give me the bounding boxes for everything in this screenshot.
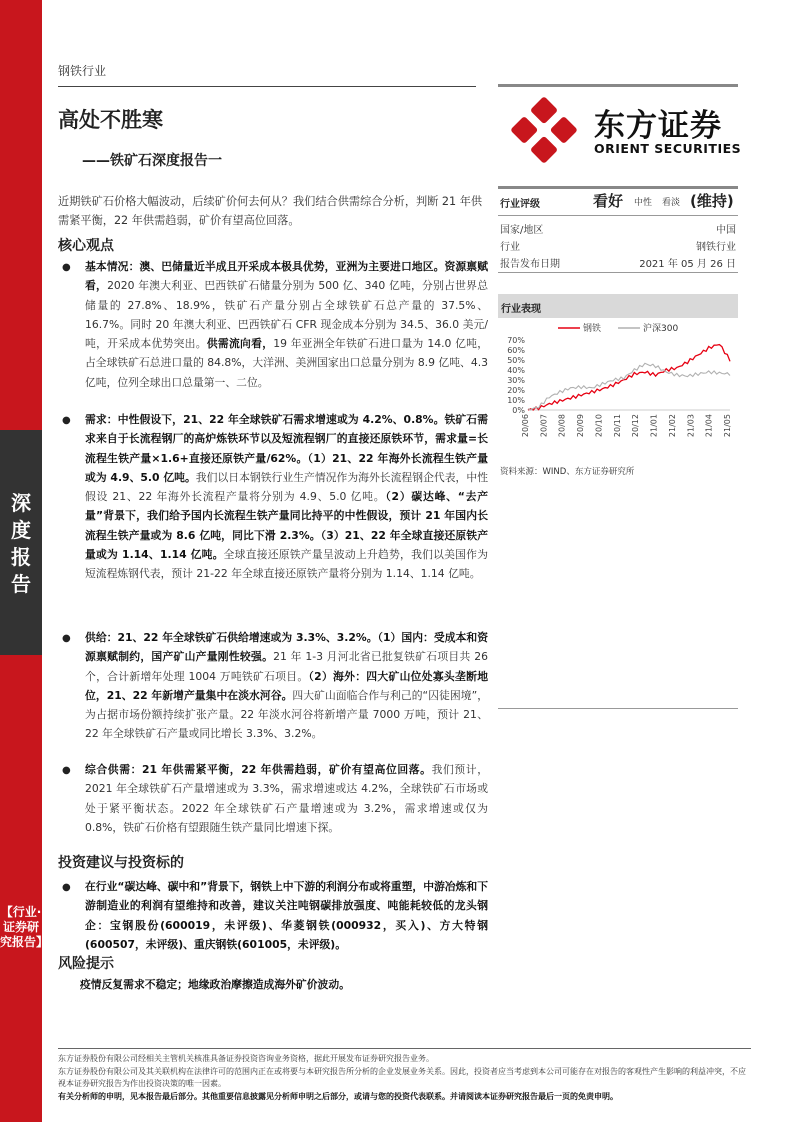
core-point-basic-text: 2020 年澳大利亚、巴西铁矿石储量分别为 500 亿、340 亿吨，分别占世界总储量的 27.8%、18.9%，铁矿石产量分别占全球铁矿石总产量的 37.5%、16.7%。同时 20 年澳大利亚、巴西铁矿石 CFR 现金成本分别为 34.5、36.0 美元/吨，开采成本优势突出。 xyxy=(85,279,488,351)
bullet-icon: ● xyxy=(62,765,71,776)
info-row-region xyxy=(498,219,738,237)
core-point-basic xyxy=(85,257,488,392)
legend-label: 沪深300 xyxy=(643,324,679,334)
info-key: 报告发布日期 xyxy=(500,259,560,270)
x-tick-label: 20/06 xyxy=(521,414,530,438)
performance-label: 行业表现 xyxy=(501,304,541,315)
side-band-red-top xyxy=(0,0,42,430)
header-divider xyxy=(58,86,476,87)
logo-english-name: ORIENT SECURITIES xyxy=(594,141,742,156)
legend-label: 钢铁 xyxy=(583,324,602,334)
report-type-char: 告 xyxy=(11,572,31,596)
report-title: 高处不胜寒 xyxy=(58,108,163,132)
info-key: 国家/地区 xyxy=(500,225,544,236)
logo-mark-icon xyxy=(512,98,576,162)
core-point-basic-bold: 基本情况：澳、巴储量近半成且开采成本极具优势，亚洲为主要进口地区。资源禀赋看， xyxy=(85,260,488,293)
report-subtitle: ——铁矿石深度报告一 xyxy=(82,153,222,169)
report-type-char: 度 xyxy=(11,518,31,542)
y-tick-label: 30% xyxy=(507,376,525,385)
info-value: 钢铁行业 xyxy=(696,242,736,253)
series-line-csi300 xyxy=(528,363,730,410)
report-type-char: 深 xyxy=(11,491,31,515)
rating-bottom-divider xyxy=(498,215,738,216)
performance-chart xyxy=(498,318,738,458)
risk-text: 疫情反复需求不稳定；地缘政治摩擦造成海外矿价波动。 xyxy=(80,978,350,991)
x-tick-label: 21/05 xyxy=(723,414,732,438)
y-tick-label: 50% xyxy=(507,356,525,365)
side-band-red-bottom xyxy=(0,655,49,1122)
x-tick-label: 20/07 xyxy=(539,414,549,438)
advice-heading: 投资建议与投资标的 xyxy=(58,855,184,871)
industry-tag: 钢铁行业 xyxy=(58,64,107,78)
intro-paragraph: 近期铁矿石价格大幅波动，后续矿价何去何从？我们结合供需综合分析，判断 21 年供需紧平衡，22 年供需趋弱，矿价有望高位回落。 xyxy=(58,195,483,227)
bullet-icon: ● xyxy=(62,633,71,644)
x-tick-label: 20/10 xyxy=(594,414,604,438)
core-point-demand-bold: 需求：中性假设下，21、22 年全球铁矿石需求增速或为 4.2%、0.8%。铁矿石需求来自于长流程钢厂的高炉炼铁环节以及短流程钢厂的直接还原铁环节，需求量=长流程生铁产量×1.6+直接还原铁产量/62%。（1）21、22 年海外长流程生铁产量或为 4.9、5.0 亿吨。 xyxy=(85,413,488,484)
rating-option-neutral: 中性 xyxy=(634,198,653,208)
footer-line-1: 东方证券股份有限公司经相关主管机关核准具备证券投资咨询业务资格，据此开展发布证券研究报告业务。 xyxy=(58,1054,434,1063)
industry-rating xyxy=(498,190,738,212)
series-line-steel xyxy=(528,345,730,410)
core-point-supply-bold2: （2）海外：四大矿山位处寡头垄断地位，21、22 年新增产量集中在淡水河谷。 xyxy=(85,669,488,702)
x-tick-label: 20/08 xyxy=(557,414,567,438)
risk-heading: 风险提示 xyxy=(58,956,114,972)
y-tick-label: 70% xyxy=(507,336,525,345)
x-tick-label: 21/04 xyxy=(704,414,714,438)
core-point-demand-bold2: （2）碳达峰、“去产量”背景下，我们给予国内长流程生铁产量同比持平的中性假设，预计 21 年国内长流程生铁产量或为 8.6 亿吨，同比下滑 2.3%。（3）21、22 年全球直接还原铁产量或为 1.14、1.14 亿吨。 xyxy=(85,490,488,562)
bullet-icon: ● xyxy=(62,262,71,273)
info-row-date xyxy=(498,253,738,271)
core-point-supply xyxy=(85,628,488,744)
core-point-balance-text: 我们预计，2021 年全球铁矿石产量增速或为 3.3%，需求增速或达 4.2%，全球铁矿石市场或处于紧平衡状态。2022 年全球铁矿石产量增速或为 3.2%，需求增速或仅为 0.8%，铁矿石价格有望跟随生铁产量同比增速下探。 xyxy=(85,763,488,834)
info-value: 中国 xyxy=(716,225,736,236)
report-type-label xyxy=(0,490,42,598)
x-tick-label: 21/02 xyxy=(667,414,677,438)
core-point-balance xyxy=(85,760,488,837)
x-tick-label: 20/12 xyxy=(631,414,641,438)
core-point-demand-text: 我们以日本钢铁行业生产情况作为海外长流程钢企代表，中性假设 21、22 年海外长流程产量将分别为 4.9、5.0 亿吨。 xyxy=(85,470,488,504)
core-point-basic-text2: 19 年亚洲全年铁矿石进口量为 14.0 亿吨，占全球铁矿石总进口量的 84.8%，大洋洲、美洲国家出口总量分别为 8.9 亿吨、4.3 亿吨，位列全球出口总量第一、二位。 xyxy=(85,337,489,389)
rating-selected: 看好 xyxy=(593,192,624,210)
y-tick-label: 20% xyxy=(507,386,525,395)
core-point-basic-bold2: 供需流向看， xyxy=(206,337,274,351)
y-tick-label: 60% xyxy=(507,346,525,355)
core-point-demand xyxy=(85,410,488,584)
info-bottom-divider xyxy=(498,272,738,273)
core-point-supply-bold: 供给：21、22 年全球铁矿石供给增速或为 3.3%、3.2%。（1）国内：受成本和资源禀赋制约，国产矿山产量刚性较强。 xyxy=(85,631,488,664)
y-tick-label: 40% xyxy=(507,366,525,375)
advice-paragraph xyxy=(85,877,488,954)
report-type-char: 报 xyxy=(11,545,31,569)
logo-chinese-name: 东方证券 xyxy=(594,108,722,144)
bullet-icon: ● xyxy=(62,882,71,893)
info-row-industry xyxy=(498,236,738,254)
footer-line-2: 东方证券股份有限公司及其关联机构在法律许可的范围内正在或将要与本研究报告所分析的企业发展业务关系。因此，投资者应当考虑到本公司可能存在对报告的客观性产生影响的利益冲突，不应视本证券研究报告为作出投资决策的唯一因素。 xyxy=(58,1067,746,1088)
info-key: 行业 xyxy=(500,242,520,253)
footer-divider xyxy=(58,1048,751,1049)
right-top-divider xyxy=(498,84,738,87)
chart-source: 资料来源：WIND、东方证券研究所 xyxy=(500,467,635,477)
performance-header xyxy=(498,294,738,318)
rating-hold: (维持) xyxy=(690,192,734,210)
rating-top-divider xyxy=(498,186,738,189)
core-point-balance-bold: 综合供需：21 年供需紧平衡，22 年供需趋弱，矿价有望高位回落。 xyxy=(85,763,432,776)
x-tick-label: 21/03 xyxy=(686,414,696,438)
y-tick-label: 0% xyxy=(512,406,525,415)
bullet-icon: ● xyxy=(62,415,71,426)
core-point-supply-text2: 四大矿山面临合作与利己的“囚徒困境”，为占据市场份额持续扩张产量。22 年淡水河谷将新增产量 7000 万吨，预计 21、22 年全球铁矿石产量或同比增长 3.3%、3.2%。 xyxy=(85,688,489,741)
x-tick-label: 20/11 xyxy=(612,414,622,438)
report-category-label: 【行业·证券研究报告】 xyxy=(0,905,49,949)
core-point-supply-text: 21 年 1-3 月河北省已批复铁矿石项目共 26 个，合计新增年处理 1004 万吨铁矿石项目。 xyxy=(85,650,488,683)
footer-line-3: 有关分析师的申明，见本报告最后部分。其他重要信息披露见分析师申明之后部分，或请与您的投资代表联系。并请阅读本证券研究报告最后一页的免责申明。 xyxy=(58,1092,618,1101)
rating-option-bearish: 看淡 xyxy=(662,198,681,208)
company-logo xyxy=(512,96,742,166)
x-tick-label: 20/09 xyxy=(576,414,586,438)
x-tick-label: 21/01 xyxy=(649,414,659,438)
advice-text: 在行业“碳达峰、碳中和”背景下，钢铁上中下游的利润分布或将重塑，中游冶炼和下游制造业的利润有望维持和改善，建议关注吨钢碳排放强度、吨能耗较低的龙头钢企：宝钢股份(600019，未评级)、华菱钢铁(000932，买入)、方大特钢(600507，未评级)、重庆钢铁(601005，未评级)。 xyxy=(85,880,488,951)
rating-label: 行业评级 xyxy=(500,199,540,210)
y-tick-label: 10% xyxy=(507,396,525,405)
core-views-heading: 核心观点 xyxy=(58,238,114,254)
core-point-demand-text2: 全球直接还原铁产量呈波动上升趋势，我们以美国作为短流程炼钢代表，预计 21-22 年全球直接还原铁产量将分别为 1.14、1.14 亿吨。 xyxy=(85,548,489,581)
info-value: 2021 年 05 月 26 日 xyxy=(639,259,736,270)
right-bottom-divider xyxy=(498,708,738,709)
risk-paragraph xyxy=(80,975,483,994)
